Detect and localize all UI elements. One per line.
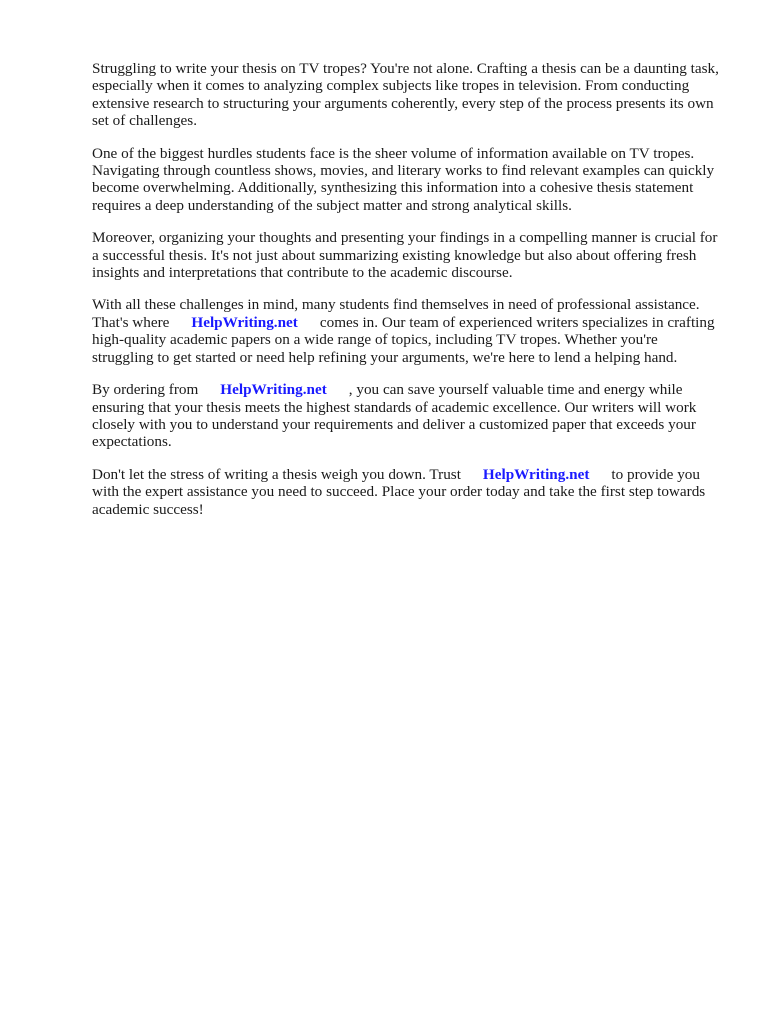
helpwriting-link-3[interactable]: HelpWriting.net: [482, 465, 590, 483]
paragraph-5: [92, 381, 722, 451]
document-body: [92, 60, 722, 533]
paragraph-5-text-after: , you can save yourself valuable time and energy while ensuring that your thesis meets the highest standards of academic excellence. Our writers will work closely with you to understand your requirements and deliver a customized paper that exceeds your expectations.: [92, 381, 697, 451]
paragraph-3-text: Moreover, organizing your thoughts and presenting your findings in a compelling manner is crucial for a successful thesis. It's not just about summarizing existing knowledge but also about offering fresh insights and interpretations that contribute to the academic discourse.: [92, 229, 718, 282]
paragraph-5-text-before: By ordering from: [92, 381, 199, 399]
helpwriting-link-1[interactable]: HelpWriting.net: [191, 313, 298, 331]
paragraph-1: [92, 60, 722, 130]
paragraph-2-text: One of the biggest hurdles students face is the sheer volume of information available on TV tropes. Navigating through countless shows, movies, and literary works to find relevant examples can quickly become overwhelming. Additionally, synthesizing this information into a cohesive thesis statement requires a deep understanding of the subject matter and strong analytical skills.: [92, 144, 715, 214]
paragraph-1-text: Struggling to write your thesis on TV tropes? You're not alone. Crafting a thesis can be a daunting task, especially when it comes to analyzing complex subjects like tropes in television. From conducting extensive research to structuring your arguments coherently, every step of the process presents its own set of challenges.: [92, 60, 719, 130]
paragraph-6-text-before: Don't let the stress of writing a thesis weigh you down. Trust: [92, 465, 461, 483]
paragraph-6-text-after: to provide you with the expert assistance you need to succeed. Place your order today and take the first step towards academic success!: [92, 465, 706, 518]
paragraph-2: [92, 145, 722, 215]
paragraph-3: [92, 229, 722, 281]
paragraph-6: [92, 466, 722, 518]
helpwriting-link-2[interactable]: HelpWriting.net: [220, 381, 327, 399]
paragraph-4: [92, 296, 722, 366]
paragraph-4-text-before: With all these challenges in mind, many students find themselves in need of professional assistance. That's where: [92, 296, 700, 331]
paragraph-4-text-after: comes in. Our team of experienced writers specializes in crafting high-quality academic papers on a wide range of topics, including TV tropes. Whether you're struggling to get started or need help refining your arguments, we're here to lend a helping hand.: [92, 313, 715, 366]
